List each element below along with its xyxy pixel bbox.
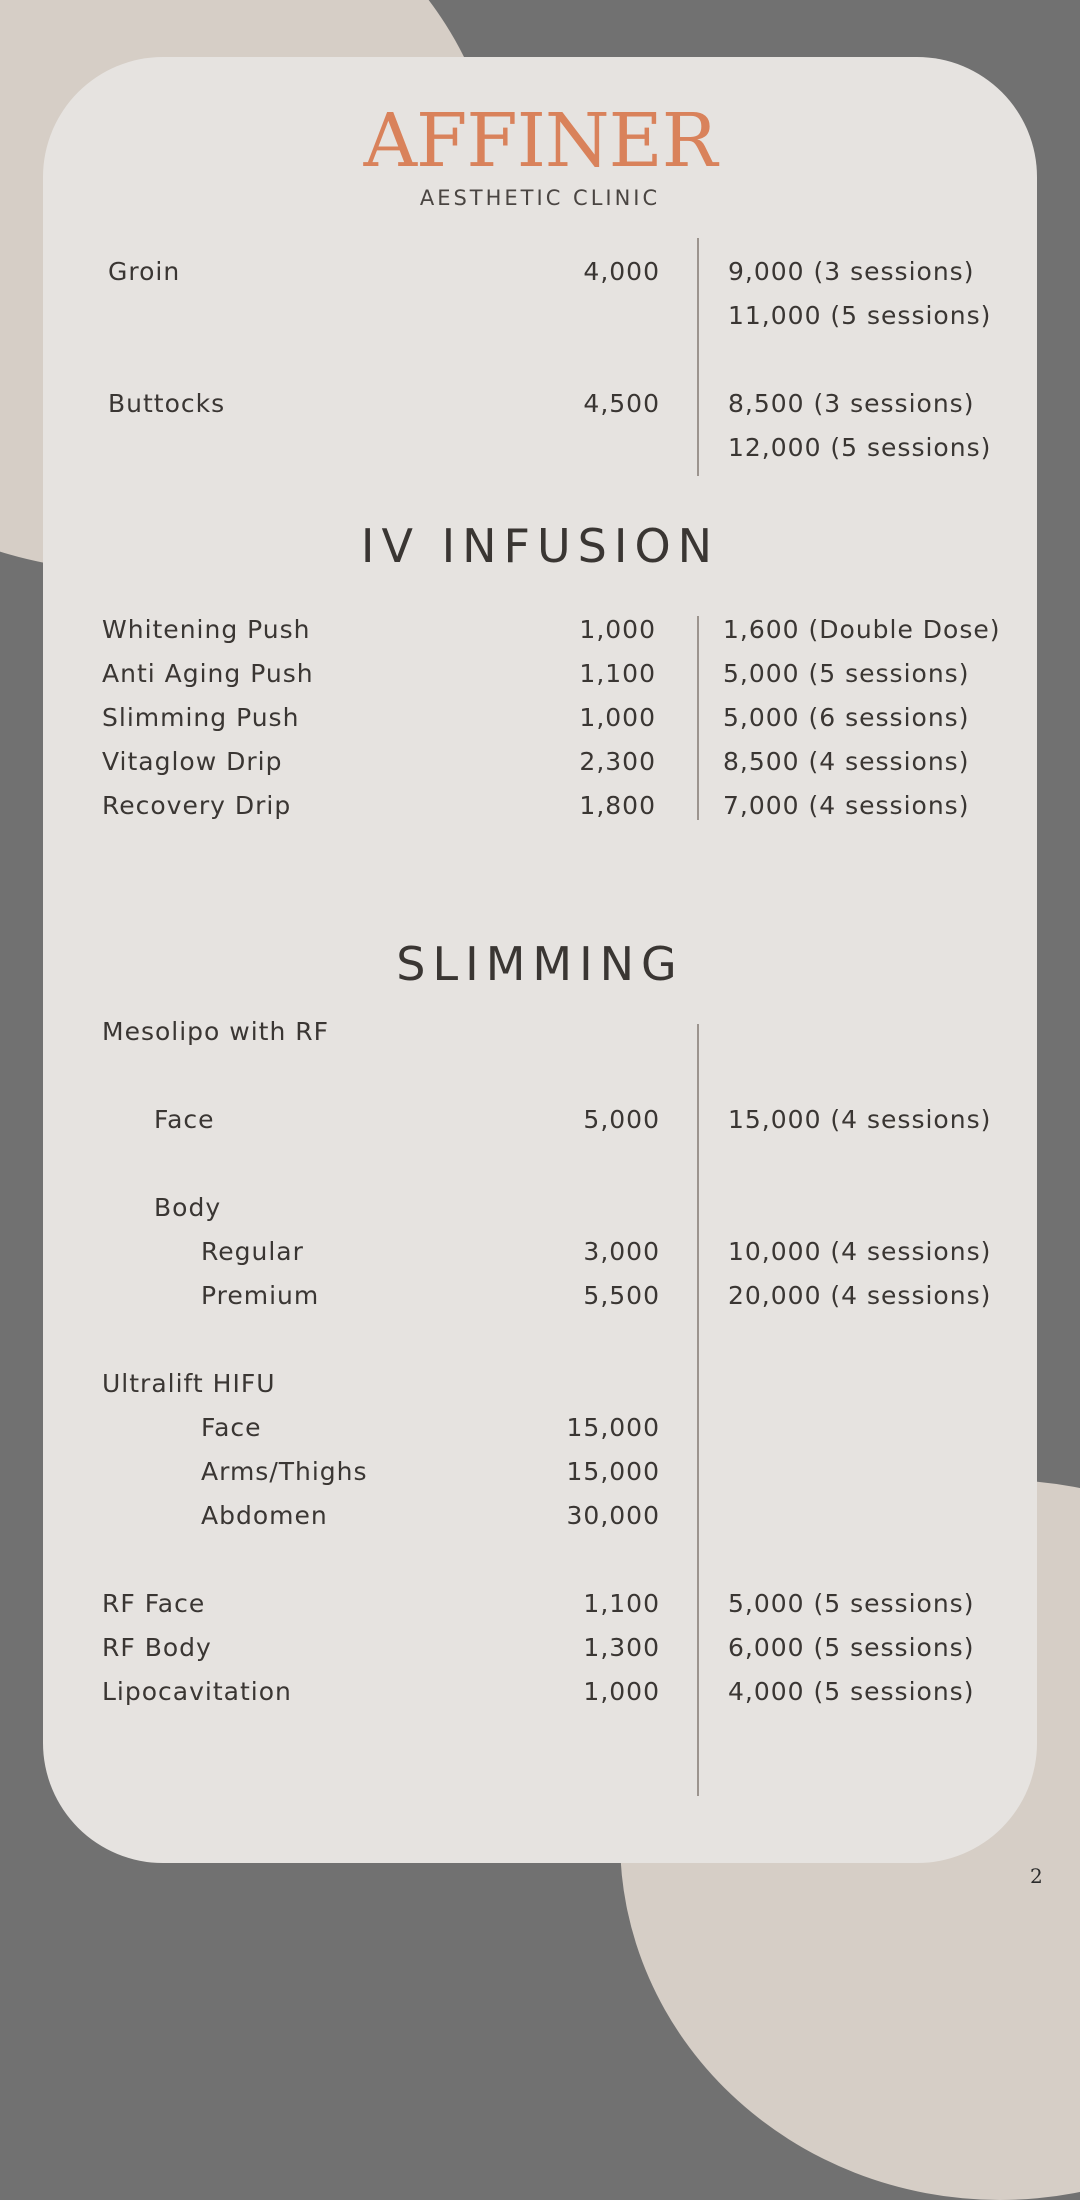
brand-name: AFFINER [363, 98, 717, 184]
package-price: 5,000 (6 sessions) [723, 703, 970, 732]
service-price: 5,500 [583, 1281, 660, 1310]
price-row [0, 1276, 1080, 1316]
service-name: RF Body [102, 1633, 212, 1662]
price-row [0, 654, 1080, 694]
service-name: Arms/Thighs [201, 1457, 368, 1486]
price-row [0, 1100, 1080, 1140]
package-price: 6,000 (5 sessions) [728, 1633, 975, 1662]
price-row [0, 786, 1080, 826]
brand-logo [0, 100, 1080, 210]
price-row [0, 610, 1080, 650]
price-row [0, 1232, 1080, 1272]
page-number: 2 [1030, 1864, 1043, 1888]
service-name: RF Face [102, 1589, 206, 1618]
section-title-slimming: SLIMMING [396, 937, 684, 991]
service-price: 5,000 [583, 1105, 660, 1134]
service-name: Face [154, 1105, 215, 1134]
service-name: Whitening Push [102, 615, 311, 644]
price-row [0, 1012, 1080, 1052]
package-price: 20,000 (4 sessions) [728, 1281, 992, 1310]
section-title-iv-infusion: IV INFUSION [360, 519, 720, 573]
service-price: 2,300 [579, 747, 656, 776]
service-group-name: Ultralift HIFU [102, 1369, 276, 1398]
service-price: 15,000 [566, 1413, 660, 1442]
service-name: Slimming Push [102, 703, 300, 732]
price-row [0, 296, 1080, 336]
package-price: 1,600 (Double Dose) [723, 615, 1001, 644]
package-price: 7,000 (4 sessions) [723, 791, 970, 820]
service-subgroup-name: Body [154, 1193, 222, 1222]
service-price: 1,100 [583, 1589, 660, 1618]
service-name: Face [201, 1413, 262, 1442]
service-name: Abdomen [201, 1501, 328, 1530]
price-row [0, 1628, 1080, 1668]
package-price: 5,000 (5 sessions) [723, 659, 970, 688]
service-price: 1,100 [579, 659, 656, 688]
price-row [0, 1496, 1080, 1536]
package-price: 12,000 (5 sessions) [728, 433, 992, 462]
service-price: 15,000 [566, 1457, 660, 1486]
service-name: Anti Aging Push [102, 659, 314, 688]
service-price: 1,000 [579, 703, 656, 732]
service-name: Premium [201, 1281, 320, 1310]
price-row [0, 1188, 1080, 1228]
price-row [0, 1584, 1080, 1624]
service-name: Buttocks [108, 389, 226, 418]
price-row [0, 1672, 1080, 1712]
package-price: 10,000 (4 sessions) [728, 1237, 992, 1266]
price-row [0, 384, 1080, 424]
package-price: 5,000 (5 sessions) [728, 1589, 975, 1618]
service-price: 4,500 [583, 389, 660, 418]
service-name: Recovery Drip [102, 791, 292, 820]
service-name: Lipocavitation [102, 1677, 292, 1706]
service-name: Regular [201, 1237, 304, 1266]
service-price: 1,000 [583, 1677, 660, 1706]
service-price: 1,000 [579, 615, 656, 644]
price-row [0, 252, 1080, 292]
package-price: 9,000 (3 sessions) [728, 257, 975, 286]
service-price: 1,800 [579, 791, 656, 820]
price-row [0, 428, 1080, 468]
service-group-name: Mesolipo with RF [102, 1017, 330, 1046]
price-row [0, 1364, 1080, 1404]
price-row [0, 1408, 1080, 1448]
package-price: 15,000 (4 sessions) [728, 1105, 992, 1134]
service-price: 3,000 [583, 1237, 660, 1266]
price-row [0, 1452, 1080, 1492]
service-price: 30,000 [566, 1501, 660, 1530]
brand-subtitle: AESTHETIC CLINIC [419, 186, 661, 210]
service-name: Groin [108, 257, 181, 286]
package-price: 8,500 (3 sessions) [728, 389, 975, 418]
price-row [0, 698, 1080, 738]
service-price: 1,300 [583, 1633, 660, 1662]
service-price: 4,000 [583, 257, 660, 286]
package-price: 4,000 (5 sessions) [728, 1677, 975, 1706]
package-price: 11,000 (5 sessions) [728, 301, 992, 330]
service-name: Vitaglow Drip [102, 747, 283, 776]
price-row [0, 742, 1080, 782]
package-price: 8,500 (4 sessions) [723, 747, 970, 776]
